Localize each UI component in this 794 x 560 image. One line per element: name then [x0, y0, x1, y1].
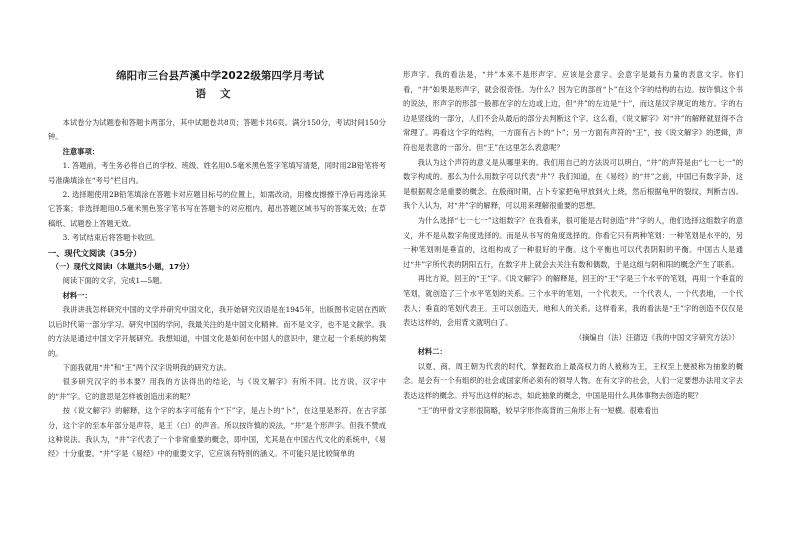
section-heading: 一、现代文阅读（35分） [48, 247, 142, 258]
paragraph: 为什么选择“七一七一”这组数字？在我看来，很可能是古时创造“井”字的人，他们选择这组数字的意义，并不是从数字角度选择的。而是从书写的角度选择的。你看它只有两种笔划：一种笔划是水平的，另一种笔划则是垂直的，这组构成了一种很好的平衡。这个平衡也可以代表阴阳的平衡。中国古人是通过“井”字所代表的阴阳五行，在数字井上就会去关注有数和偶数，于是这组与阴和阳的概念产生了联系。 [403, 215, 743, 269]
paragraph: 再比方说，回王的“王”字。《说文解字》的解释是，回王的“王”字是三个水平的笔划，再用一个垂直的笔划，就创造了三个水平笔划的关系。三个水平的笔划，一个代表天，一个代表人，一个代表地，一个代表人；垂直的笔划代表王。王可以创造天、地和人的关系。这样看来，我的看法是“王”字的创造不仅仅是表达这样的，会用背文就明白了。 [403, 274, 743, 328]
citation: （摘编自（法）汪德迈《我的中国文字研究方法》） [574, 332, 739, 342]
subsection-heading: （一）现代文阅读Ⅰ（本题共5小题，17分） [51, 262, 194, 272]
exam-title: 绵阳市三台县芦溪中学2022级第四学月考试 [116, 70, 324, 82]
paragraph: 很多研究汉字的书本要？用我的方法得出的结论，与《说文解字》有所不同。比方说，汉字中的“井”字。它的意思是怎样被创造出来的呢？ [48, 377, 386, 401]
exam-subject: 语文 [195, 88, 245, 100]
note-3: 3. 考试结束后将答题卡收回。 [62, 233, 160, 243]
material-2-label: 材料二： [417, 347, 447, 357]
paragraph: 按《说文解字》的解释，这个字的本字可能有个“下”字，是占卜的“卜”，在这里是形符。在古字部分，这个字的至本年部分是声符，是王（白）的声音。所以按许慎的说法，“井”是个形声字。但我不赞成这种说法。我认为，“井”字代表了一个非常重要的概念，即中国，尤其是在中国古代文化的系统中，《易经》十分重要。“井”字是《易经》中的重要文字，它应该有特别的涵义。不可能只是比较简单的 [48, 406, 386, 459]
note-2: 2. 选择题使用2B铅笔填涂在答题卡对应题目标号的位置上，如需改动，用橡皮擦擦干净后再选涂其它答案；非选择题用0.5毫米黑色签字笔书写在答题卡的对应框内，超出答题区域书写的答案无效；在草稿纸、试题卷上答题无效。 [48, 190, 386, 228]
paragraph: 下面我就用“井”和“王”两个汉字说明我的研究方法。 [62, 362, 231, 372]
notes-title: 注意事项： [62, 146, 100, 156]
right-column [403, 68, 743, 418]
paragraph: 形声字。我的看法是，“井”本来不是形声字。应该是会意字。会意字是最有力量的表意文字。你们看，“井”如果是形声字，就会很奇怪。为什么？因为它的部首“卜”在这个字的结构的右边。按许慎这个书的说法，形声字的形部一般都在字的左边或上边，但“井”的左边是“十”，而这是汉字规定的地方。字的右边是竖线的一部分，人们不会从最后的部分去判断这个字。这么看，《说文解字》对“井”的解释就显得不合常理了。再看这个字的结构，一方面有占卜的“卜”；另一方面有声符的“王”，按《说文解字》的逻辑，声符也是表意的一部分。但“王”在这里怎么表意呢？ [403, 70, 743, 152]
paragraph: 我认为这个声符的意义是从哪里来的。我们用自己的方法说可以明白，“井”的声符是由“七一七一”的数字构成的。那么为什么用数字可以代表“井”？我们知道，在《易经》的“井”之前，中国已有数字卦，这是根据观念是重要的概念。在殷商时期，占卜专家把龟甲放到火上烧，然后根据龟甲的裂纹，判断吉凶。我个人认为，对“井”字的解释，可以用来理解很重要的思想。 [403, 157, 743, 211]
note-1: 1. 答题前，考生务必将自己的学校、班级、姓名用0.5毫米黑色签字笔填写清楚，同时用2B铅笔将考号准确填涂在“考号”栏目内。 [48, 161, 386, 185]
paragraph: 我讲讲我怎样研究中国的文学并研究中国文化，我开始研究汉语是在1945年，出版图书定居在西欧以后时代第一部分学习。研究中国的学问，我最关注的是中国文化精神。而不是文字，也不是文献学。我的方法是通过中国文字开展研究。我想知道，中国文化是如何在中国人的意识中，建立起一个系统的构架的。 [48, 305, 386, 358]
exam-intro: 本试卷分为试题卷和答题卡两部分，其中试题卷共8页；答题卡共6页。满分150分，考试时间150分钟。 [48, 118, 386, 142]
left-column [48, 116, 386, 462]
material-1-label: 材料一： [62, 290, 92, 300]
exam-header [100, 68, 340, 102]
paragraph: 以夏、商、周王朝为代表的时代，掌握政治上最高权力的人被称为王，王权至上便被称为抽象的概念。是会有一个有组织的社会或国家所必须有的领导人物。在有文字的社会，人们一定要想办法用文字去表达这样的概念。并写出这样的标志，如此抽象的概念，中国是用什么具体事物去创造的呢？ [403, 361, 743, 401]
paragraph: “王”的甲骨文字形很简略，较早字形作高背的三角形上有一短横。很难看出 [417, 405, 659, 415]
reading-instruction: 阅读下面的文字，完成1—5题。 [62, 276, 167, 286]
